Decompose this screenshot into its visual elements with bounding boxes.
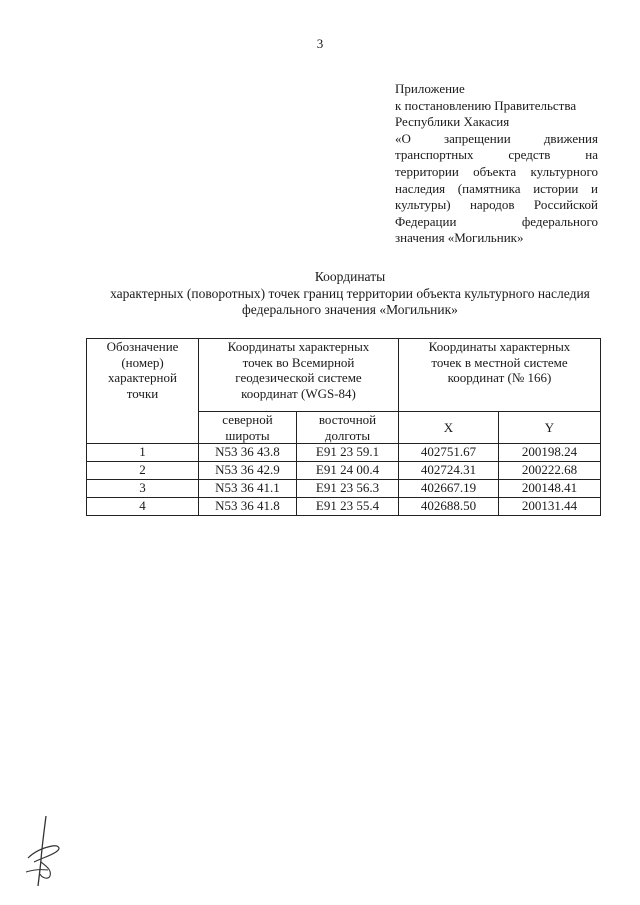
subheader-y: Y — [499, 412, 601, 444]
appendix-line: культуры) народов Российской — [395, 197, 598, 213]
cell-east: E91 23 59.1 — [297, 444, 399, 462]
header-wgs84: Координаты характерных точек во Всемирной геодезической системе координат (WGS-84) — [199, 339, 399, 412]
table-row — [87, 444, 601, 462]
table-row — [87, 462, 601, 480]
cell-x: 402724.31 — [399, 462, 499, 480]
cell-point-number: 3 — [87, 480, 199, 498]
signature-mark — [22, 812, 72, 892]
cell-y: 200131.44 — [499, 498, 601, 516]
appendix-line: «О запрещении движения — [395, 130, 598, 146]
header-local-system: Координаты характерных точек в местной системе координат (№ 166) — [399, 339, 601, 412]
cell-east: E91 23 56.3 — [297, 480, 399, 498]
cell-y: 200222.68 — [499, 462, 601, 480]
cell-point-number: 4 — [87, 498, 199, 516]
cell-point-number: 1 — [87, 444, 199, 462]
table-row — [87, 480, 601, 498]
appendix-line: Приложение — [395, 81, 465, 96]
cell-x: 402751.67 — [399, 444, 499, 462]
cell-y: 200148.41 — [499, 480, 601, 498]
header-point-designation: Обозначение (номер) характерной точки — [87, 339, 199, 444]
page-number: 3 — [316, 36, 324, 51]
cell-east: E91 24 00.4 — [297, 462, 399, 480]
cell-x: 402688.50 — [399, 498, 499, 516]
subheader-x: X — [399, 412, 499, 444]
appendix-line: Федерации федерального — [395, 213, 598, 229]
subheader-east: восточной долготы — [297, 412, 399, 444]
cell-north: N53 36 41.1 — [199, 480, 297, 498]
appendix-line: Республики Хакасия — [395, 114, 510, 130]
subheader-north: северной широты — [199, 412, 297, 444]
cell-y: 200198.24 — [499, 444, 601, 462]
cell-east: E91 23 55.4 — [297, 498, 399, 516]
cell-north: N53 36 42.9 — [199, 462, 297, 480]
table-header-row — [87, 339, 601, 412]
table-row — [87, 498, 601, 516]
appendix-line: значения «Могильник» — [395, 230, 524, 246]
coordinates-table — [86, 338, 601, 516]
cell-north: N53 36 41.8 — [199, 498, 297, 516]
appendix-line: к постановлению Правительства — [395, 97, 577, 113]
cell-point-number: 2 — [87, 462, 199, 480]
title-line: Координаты — [314, 269, 386, 284]
appendix-header — [395, 81, 598, 247]
appendix-line: наследия (памятника истории и — [395, 180, 598, 196]
appendix-line: транспортных средств на — [395, 147, 598, 163]
title-line: федерального значения «Могильник» — [242, 302, 458, 317]
cell-north: N53 36 43.8 — [199, 444, 297, 462]
document-title — [60, 269, 640, 319]
appendix-line: территории объекта культурного — [395, 163, 598, 179]
cell-x: 402667.19 — [399, 480, 499, 498]
title-line: характерных (поворотных) точек границ территории объекта культурного наследия — [110, 285, 590, 301]
